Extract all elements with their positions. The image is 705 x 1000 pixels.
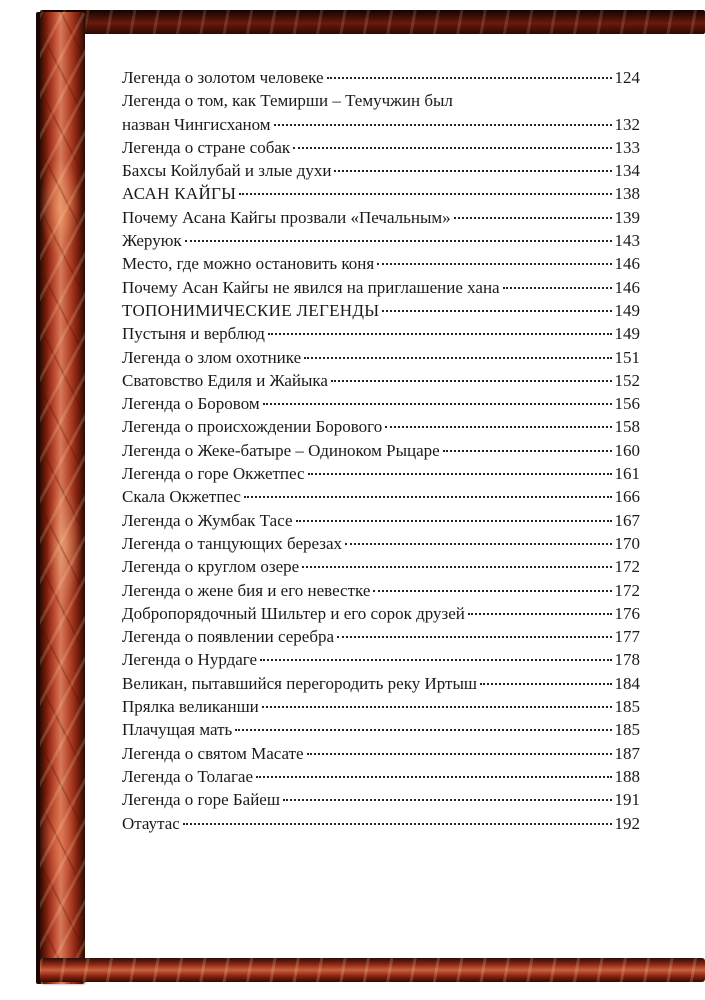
toc-entry-title: Почему Асана Кайгы прозвали «Печальным» (122, 207, 451, 227)
toc-entry-title: Легенда о Толагае (122, 766, 254, 786)
toc-entry-page: 161 (614, 464, 640, 484)
toc-entry-title: Легенда о золотом человеке (122, 68, 324, 87)
toc-entry-page: 146 (614, 254, 640, 274)
toc-dot-leader (307, 753, 612, 755)
toc-dot-leader (235, 729, 611, 731)
decorative-border-bottom (40, 958, 705, 982)
toc-entry-page: 139 (614, 207, 640, 227)
toc-dot-leader (260, 659, 611, 661)
toc-entry-page: 167 (614, 510, 640, 530)
toc-entry-page: 166 (614, 487, 640, 507)
toc-entry-title: назван Чингисханом (122, 114, 271, 134)
toc-entry-title: Скала Окжетпес (122, 487, 241, 507)
toc-entry-page: 178 (614, 650, 640, 670)
toc-entry-page: 151 (614, 347, 640, 367)
toc-entry (122, 231, 640, 254)
toc-entry-title: Легенда о Жеке-батыре – Одиноком Рыцаре (122, 440, 440, 460)
toc-entry-title: Легенда о злом охотнике (122, 347, 302, 367)
toc-entry (122, 115, 640, 138)
toc-entry-title: Жеруюк (122, 231, 182, 251)
toc-entry (122, 790, 640, 813)
toc-entry-title: Легенда о происхождении Борового (122, 417, 383, 437)
toc-entry-page: 143 (614, 231, 640, 251)
toc-entry-title: Великан, пытавшийся перегородить реку Иртыш (122, 673, 477, 693)
toc-entry-page: 160 (614, 440, 640, 460)
toc-dot-leader (331, 380, 612, 382)
decorative-border-top (40, 10, 705, 34)
toc-entry (122, 254, 640, 277)
toc-entry (122, 487, 640, 510)
toc-entry-title: Легенда о святом Масате (122, 743, 304, 763)
toc-entry (122, 557, 640, 580)
toc-entry (122, 208, 640, 231)
toc-dot-leader (327, 77, 612, 79)
toc-entry-title: Место, где можно остановить коня (122, 254, 375, 274)
toc-dot-leader (268, 333, 612, 335)
toc-entry-title: Отаутас (122, 813, 180, 833)
toc-entry-title: Легенда о Боровом (122, 394, 260, 414)
toc-entry-page: 149 (614, 300, 640, 320)
toc-dot-leader (454, 217, 612, 219)
toc-entry-title: Легенда о Жумбак Тасе (122, 510, 293, 530)
toc-entry (122, 278, 640, 301)
toc-entry (122, 767, 640, 790)
toc-entry (122, 464, 640, 487)
toc-entry-title: ТОПОНИМИЧЕСКИЕ ЛЕГЕНДЫ (122, 300, 380, 320)
toc-entry (122, 674, 640, 697)
toc-entry-page: 192 (614, 813, 640, 833)
toc-dot-leader (283, 799, 612, 801)
toc-dot-leader (334, 170, 611, 172)
toc-entry-page: 138 (614, 184, 640, 204)
toc-dot-leader (302, 566, 611, 568)
toc-entry (122, 324, 640, 347)
toc-entry (122, 417, 640, 440)
toc-dot-leader (443, 450, 612, 452)
toc-dot-leader (480, 683, 612, 685)
toc-entry-page: 158 (614, 417, 640, 437)
toc-entry-title: Легенда о том, как Темирши – Темучжин был (122, 91, 453, 111)
toc-entry (122, 68, 640, 91)
toc-entry (122, 534, 640, 557)
toc-entry-page: 176 (614, 603, 640, 623)
toc-dot-leader (274, 124, 612, 126)
toc-entry (122, 581, 640, 604)
toc-dot-leader (183, 823, 612, 825)
toc-entry (122, 511, 640, 534)
toc-dot-leader (377, 263, 611, 265)
toc-dot-leader (385, 426, 611, 428)
toc-entry-title: Легенда о жене бия и его невестке (122, 580, 371, 600)
toc-entry-page: 187 (614, 743, 640, 763)
table-of-contents (122, 68, 640, 837)
toc-entry-page: 172 (614, 557, 640, 577)
toc-dot-leader (503, 287, 612, 289)
toc-entry-title: Плачущая мать (122, 720, 233, 740)
toc-entry-page: 170 (614, 533, 640, 553)
toc-dot-leader (373, 590, 611, 592)
toc-entry (122, 91, 640, 114)
toc-entry-title: Легенда о танцующих березах (122, 533, 343, 553)
toc-dot-leader (239, 193, 611, 195)
toc-entry (122, 604, 640, 627)
toc-entry-title: АСАН КАЙГЫ (122, 184, 237, 204)
toc-dot-leader (293, 147, 611, 149)
toc-entry (122, 814, 640, 837)
toc-entry-title: Легенда о Нурдаге (122, 650, 258, 670)
toc-entry-page: 184 (614, 673, 640, 693)
toc-entry-page: 156 (614, 394, 640, 414)
toc-entry (122, 161, 640, 184)
toc-entry-page: 188 (614, 766, 640, 786)
toc-entry (122, 441, 640, 464)
toc-entry-title: Легенда о круглом озере (122, 557, 300, 577)
toc-dot-leader (256, 776, 611, 778)
toc-entry-page: 133 (614, 137, 640, 157)
toc-entry-title: Добропорядочный Шильтер и его сорок друзей (122, 603, 465, 623)
toc-entry-page: 177 (614, 627, 640, 647)
toc-entry-title: Легенда о появлении серебра (122, 627, 335, 647)
toc-entry-page: 124 (614, 68, 640, 87)
toc-entry (122, 394, 640, 417)
toc-section-heading (122, 301, 640, 324)
toc-entry-title: Бахсы Койлубай и злые духи (122, 161, 332, 181)
toc-entry-title: Сватовство Едиля и Жайыка (122, 370, 328, 390)
toc-dot-leader (345, 543, 611, 545)
toc-entry-title: Прялка великанши (122, 697, 259, 717)
toc-entry-title: Пустыня и верблюд (122, 324, 265, 344)
toc-dot-leader (244, 496, 612, 498)
toc-entry-page: 146 (614, 277, 640, 297)
toc-entry-title: Легенда о горе Окжетпес (122, 464, 305, 484)
toc-entry-page: 172 (614, 580, 640, 600)
toc-dot-leader (185, 240, 612, 242)
toc-entry-title: Почему Асан Кайгы не явился на приглашение хана (122, 277, 500, 297)
toc-entry-page: 185 (614, 697, 640, 717)
toc-entry (122, 627, 640, 650)
toc-dot-leader (263, 403, 612, 405)
toc-section-heading (122, 184, 640, 207)
toc-dot-leader (337, 636, 611, 638)
toc-dot-leader (382, 310, 611, 312)
toc-entry-page: 132 (614, 114, 640, 134)
toc-entry (122, 650, 640, 673)
toc-dot-leader (304, 357, 611, 359)
toc-dot-leader (468, 613, 612, 615)
toc-entry (122, 138, 640, 161)
toc-entry-page: 191 (614, 790, 640, 810)
toc-dot-leader (296, 520, 612, 522)
toc-dot-leader (308, 473, 612, 475)
toc-entry (122, 371, 640, 394)
toc-entry-page: 152 (614, 370, 640, 390)
toc-entry (122, 744, 640, 767)
toc-entry-page: 134 (614, 161, 640, 181)
decorative-border-left (40, 12, 85, 984)
toc-entry-title: Легенда о горе Байеш (122, 790, 280, 810)
toc-entry (122, 720, 640, 743)
toc-entry (122, 348, 640, 371)
toc-entry-page: 149 (614, 324, 640, 344)
toc-entry-title: Легенда о стране собак (122, 137, 291, 157)
toc-entry (122, 697, 640, 720)
toc-dot-leader (262, 706, 612, 708)
toc-entry-page: 185 (614, 720, 640, 740)
